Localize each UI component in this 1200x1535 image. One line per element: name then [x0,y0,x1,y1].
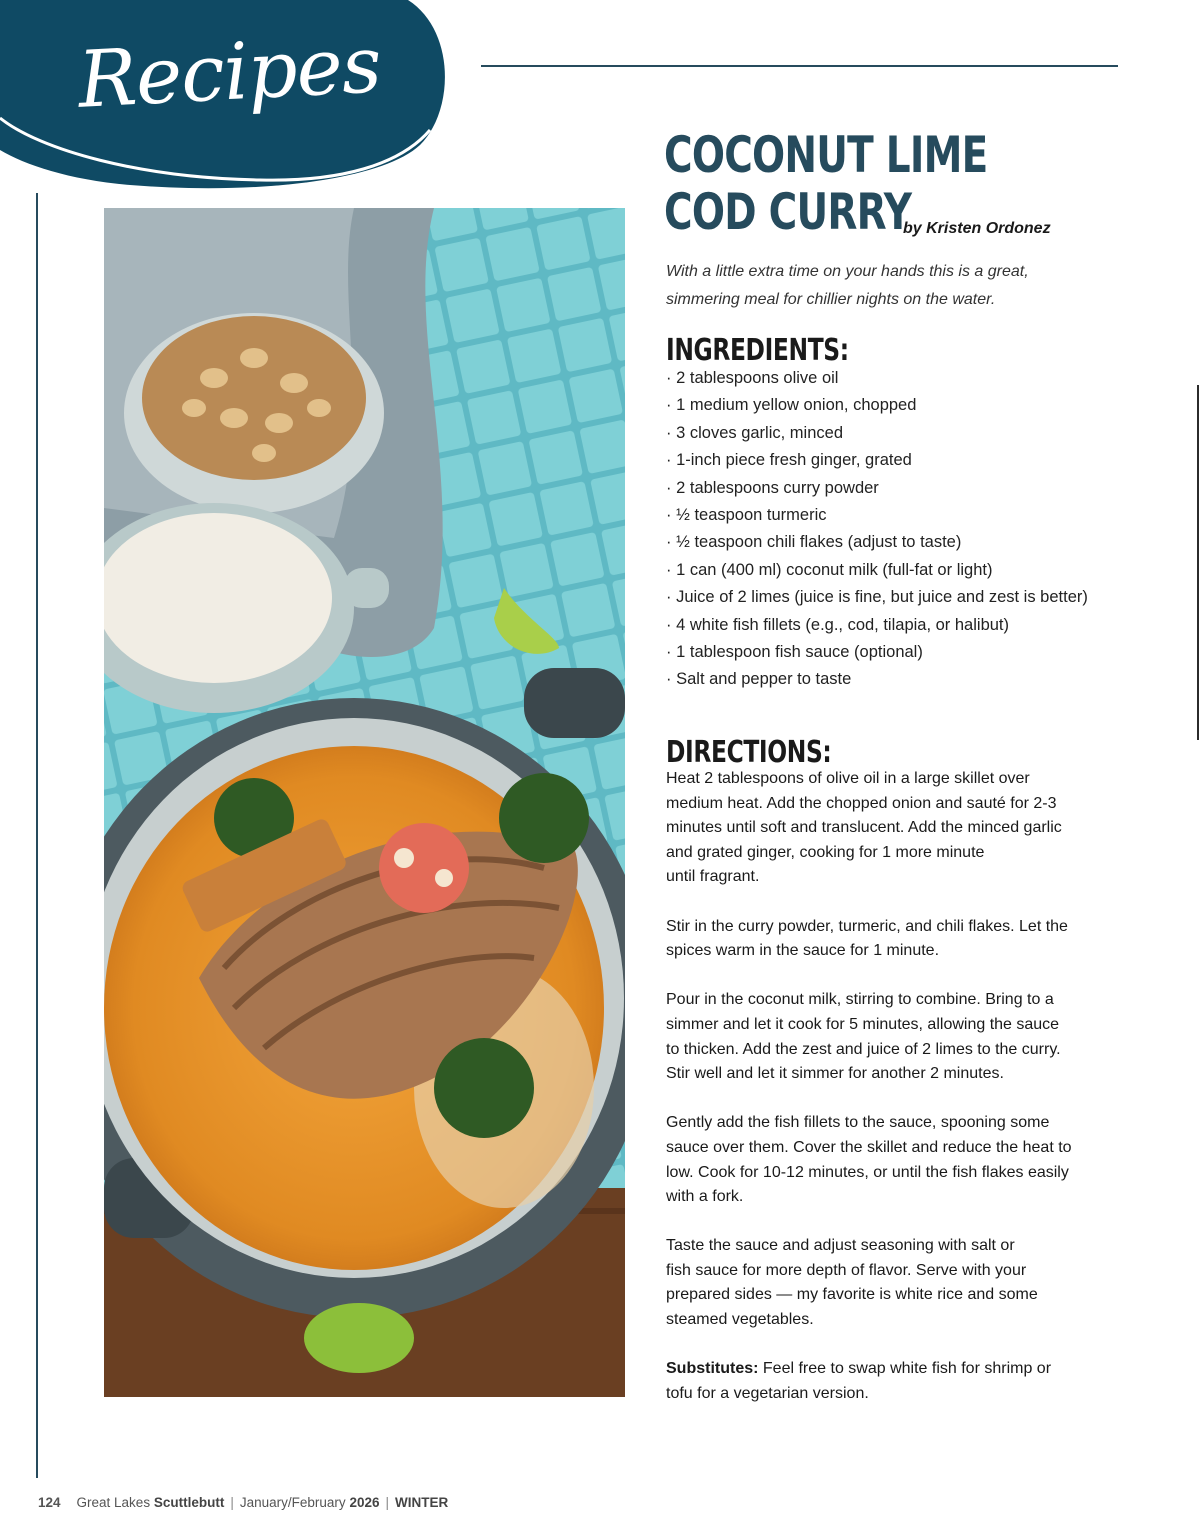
direction-line: low. Cook for 10-12 minutes, or until the fish flakes easily [666,1163,1069,1181]
direction-step [666,915,1106,964]
substitutes-note [666,1357,1106,1406]
intro-line: With a little extra time on your hands this is a great, [666,263,1029,280]
title-line-2: COD CURRY [664,183,912,241]
page-edge [1197,385,1199,740]
page-footer [38,1495,448,1510]
issue-months: January/February [239,1495,346,1510]
direction-line: steamed vegetables. [666,1311,814,1329]
title-line-1: COCONUT LIME [664,126,988,184]
direction-line: simmer and let it cook for 5 minutes, allowing the sauce [666,1015,1060,1033]
direction-line: fish sauce for more depth of flavor. Serve with your [666,1261,1027,1279]
ingredient-item: · 3 cloves garlic, minced [666,420,1088,447]
curry-illustration [104,208,625,1397]
direction-line: until fragrant. [666,868,760,886]
ingredient-item: · ½ teaspoon chili flakes (adjust to taste) [666,529,1088,556]
ingredients-heading: INGREDIENTS: [666,333,849,368]
ingredient-item: · 1-inch piece fresh ginger, grated [666,447,1088,474]
ingredient-item: · ½ teaspoon turmeric [666,502,1088,529]
directions-body [666,767,1106,1431]
substitutes-label: Substitutes: [666,1360,759,1378]
recipes-banner [0,0,470,200]
direction-line: to thicken. Add the zest and juice of 2 limes to the curry. [666,1040,1061,1058]
ingredients-list [666,365,1088,694]
substitutes-text: Feel free to swap white fish for shrimp or [762,1360,1052,1378]
top-divider [481,65,1118,67]
ingredient-item: · 4 white fish fillets (e.g., cod, tilapia, or halibut) [666,612,1088,639]
ingredient-item: · Salt and pepper to taste [666,666,1088,693]
recipe-intro [666,258,1136,314]
author-byline: by Kristen Ordonez [903,220,1051,237]
direction-line: Heat 2 tablespoons of olive oil in a large skillet over [666,770,1030,787]
directions-heading: DIRECTIONS: [666,735,832,770]
direction-step [666,1234,1106,1332]
substitutes-text: tofu for a vegetarian version. [666,1384,869,1402]
ingredient-item: · 1 tablespoon fish sauce (optional) [666,639,1088,666]
direction-line: Pour in the coconut milk, stirring to combine. Bring to a [666,991,1054,1009]
direction-step [666,1111,1106,1209]
ingredient-item: · 1 can (400 ml) coconut milk (full-fat or light) [666,557,1088,584]
section-label: Recipes [75,20,383,126]
issue-year: 2026 [349,1495,380,1510]
left-divider [36,193,38,1478]
footer-separator: | [230,1495,234,1510]
issue-season: WINTER [395,1495,449,1510]
direction-line: spices warm in the sauce for 1 minute. [666,942,940,960]
direction-line: Stir well and let it simmer for another 2 minutes. [666,1065,1004,1083]
page-number: 124 [38,1495,61,1510]
direction-line: medium heat. Add the chopped onion and sauté for 2-3 [666,794,1057,812]
ingredient-item: · Juice of 2 limes (juice is fine, but juice and zest is better) [666,584,1088,611]
direction-line: Gently add the fish fillets to the sauce, spooning some [666,1114,1050,1132]
direction-step [666,767,1106,890]
intro-line: simmering meal for chillier nights on the water. [666,291,996,308]
direction-line: Taste the sauce and adjust seasoning with salt or [666,1237,1015,1255]
direction-line: and grated ginger, cooking for 1 more minute [666,843,985,861]
direction-line: sauce over them. Cover the skillet and reduce the heat to [666,1138,1072,1156]
direction-line: minutes until soft and translucent. Add the minced garlic [666,819,1062,837]
curry-photo [104,208,625,1397]
direction-line: Stir in the curry powder, turmeric, and chili flakes. Let the [666,917,1068,935]
ingredient-item: · 2 tablespoons olive oil [666,365,1088,392]
ingredient-item: · 1 medium yellow onion, chopped [666,392,1088,419]
footer-separator: | [385,1495,389,1510]
direction-line: prepared sides — my favorite is white rice and some [666,1286,1038,1304]
publication-name: Great Lakes [76,1495,151,1510]
direction-line: with a fork. [666,1188,744,1206]
publication-name-bold: Scuttlebutt [153,1495,225,1510]
direction-step [666,988,1106,1086]
ingredient-item: · 2 tablespoons curry powder [666,475,1088,502]
